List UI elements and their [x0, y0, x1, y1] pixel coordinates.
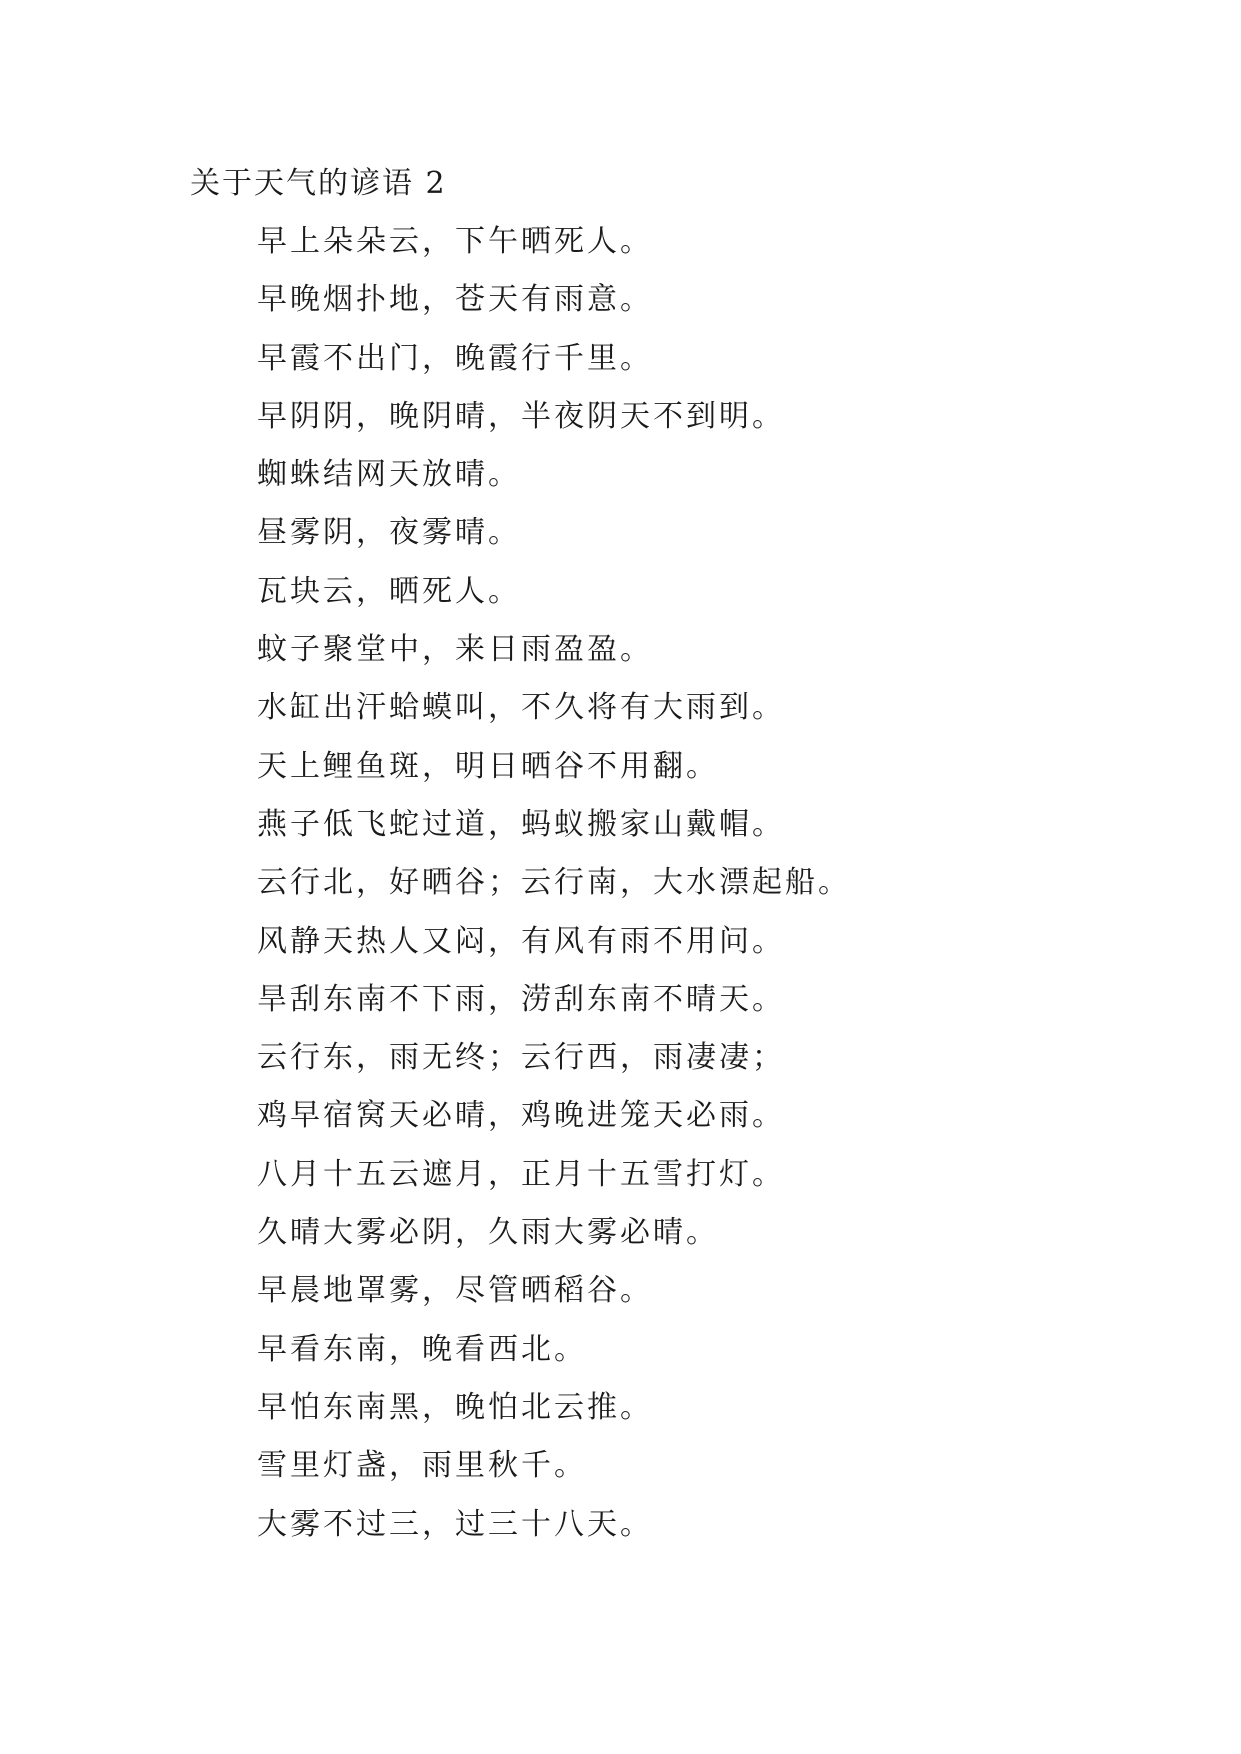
proverb-line: 八月十五云遮月，正月十五雪打灯。 — [257, 1156, 785, 1192]
proverb-line: 瓦块云，晒死人。 — [257, 573, 521, 609]
proverb-line: 久晴大雾必阴，久雨大雾必晴。 — [257, 1215, 719, 1251]
proverb-line: 蜘蛛结网天放晴。 — [257, 457, 521, 493]
proverb-line: 天上鲤鱼斑，明日晒谷不用翻。 — [257, 748, 719, 784]
proverb-line: 风静天热人又闷，有风有雨不用问。 — [257, 923, 785, 959]
proverb-line: 云行东，雨无终；云行西，雨凄凄； — [257, 1040, 785, 1076]
proverb-line: 早上朵朵云，下午晒死人。 — [257, 224, 653, 259]
proverb-line: 鸡早宿窝天必晴，鸡晚进笼天必雨。 — [257, 1098, 785, 1134]
proverb-line: 早晨地罩雾，尽管晒稻谷。 — [257, 1273, 653, 1309]
proverb-line: 早晚烟扑地，苍天有雨意。 — [257, 282, 653, 318]
proverb-line: 昼雾阴，夜雾晴。 — [257, 515, 521, 551]
proverb-line: 旱刮东南不下雨，涝刮东南不晴天。 — [257, 981, 785, 1017]
proverb-line: 早阴阴，晚阴晴，半夜阴天不到明。 — [257, 398, 785, 434]
proverb-line: 雪里灯盏，雨里秋千。 — [257, 1448, 587, 1484]
proverb-list — [257, 222, 851, 1563]
proverb-line: 早怕东南黑，晚怕北云推。 — [257, 1389, 653, 1425]
proverb-line: 蚊子聚堂中，来日雨盈盈。 — [257, 632, 653, 668]
proverb-line: 云行北，好晒谷；云行南，大水漂起船。 — [257, 865, 851, 901]
proverb-line: 早霞不出门，晚霞行千里。 — [257, 340, 653, 376]
document-title: 关于天气的谚语 2 — [190, 166, 447, 201]
proverb-line: 大雾不过三，过三十八天。 — [257, 1506, 653, 1542]
proverb-line: 水缸出汗蛤蟆叫，不久将有大雨到。 — [257, 690, 785, 726]
proverb-line: 早看东南，晚看西北。 — [257, 1331, 587, 1367]
proverb-line: 燕子低飞蛇过道，蚂蚁搬家山戴帽。 — [257, 806, 785, 842]
